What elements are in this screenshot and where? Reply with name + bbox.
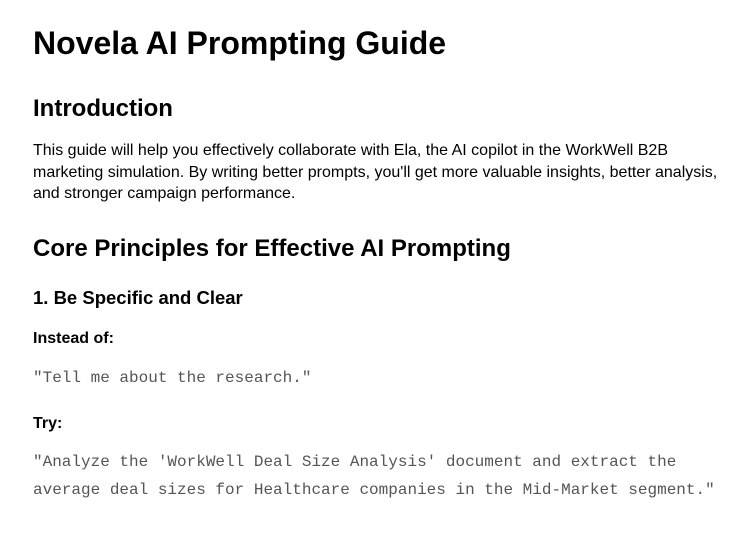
page-title: Novela AI Prompting Guide	[33, 25, 447, 61]
instead-of-example: "Tell me about the research."	[33, 368, 312, 387]
introduction-paragraph: This guide will help you effectively collaborate with Ela, the AI copilot in the WorkWell B2B marketing simulation. By writing better prompts, you'll get more valuable insights, better analysis, and stronger campaign performance.	[33, 142, 718, 202]
introduction-heading: Introduction	[33, 95, 173, 122]
instead-of-label: Instead of:	[33, 329, 114, 347]
try-label: Try:	[33, 414, 63, 432]
principle-1-heading: 1. Be Specific and Clear	[33, 286, 243, 308]
core-principles-heading: Core Principles for Effective AI Prompting	[33, 234, 511, 262]
try-example: "Analyze the 'WorkWell Deal Size Analysis' document and extract the average deal sizes for Healthcare companies in the Mid-Market segment."	[33, 452, 715, 499]
